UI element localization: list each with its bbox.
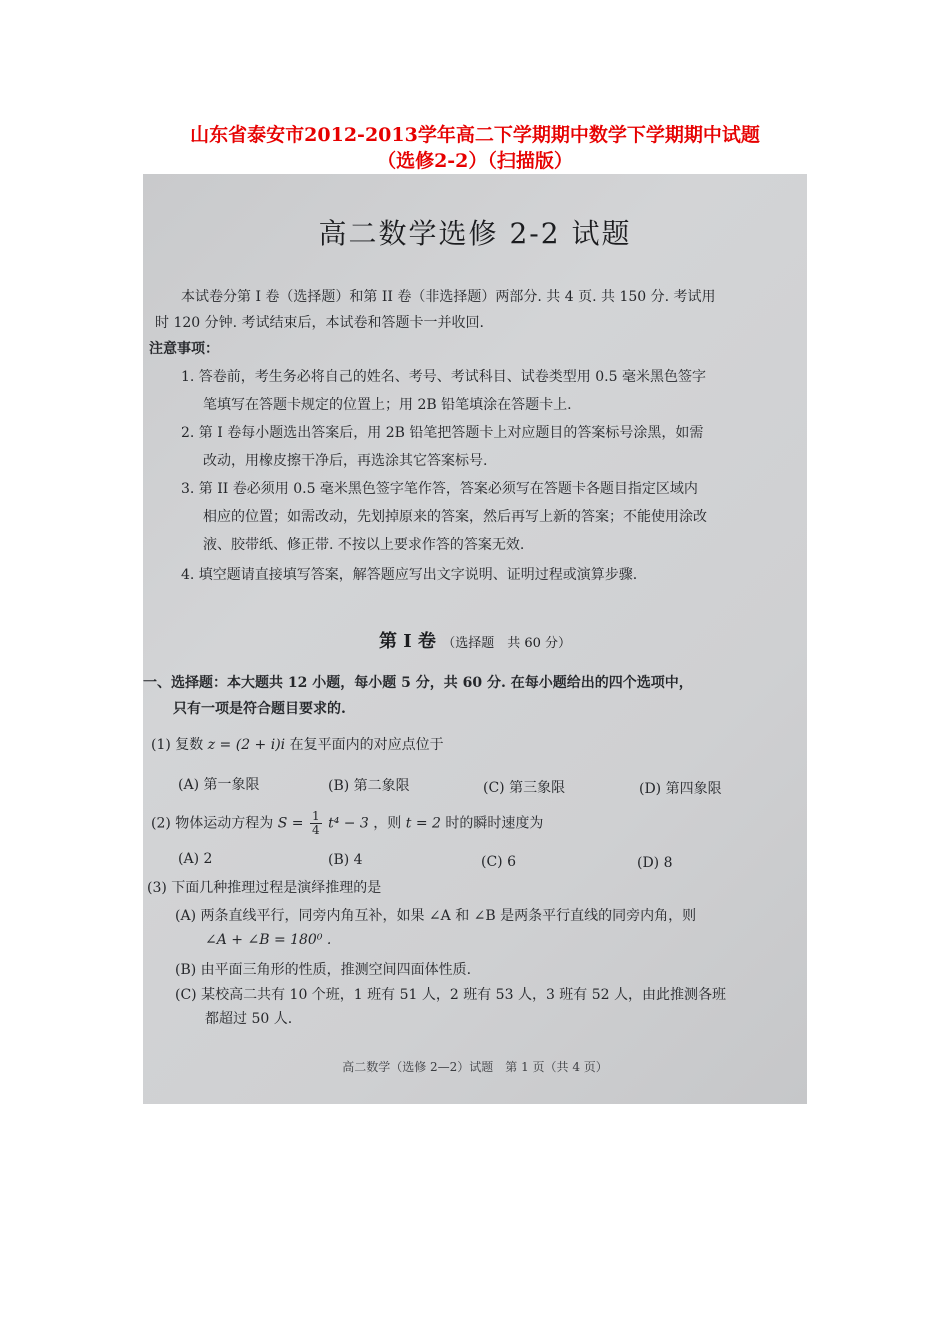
q2-option-a: (A) 2 [178, 851, 213, 867]
note-4: 4. 填空题请直接填写答案，解答题应写出文字说明、证明过程或演算步骤. [181, 567, 638, 583]
question-2-fraction [310, 810, 322, 837]
question-2-prefix: (2) 物体运动方程为 [151, 815, 274, 832]
part1-instruction-line-2: 只有一项是符合题目要求的. [173, 701, 346, 717]
question-1-prefix: (1) 复数 [151, 737, 204, 753]
intro-line-2: 时 120 分钟. 考试结束后，本试卷和答题卡一并收回. [155, 315, 484, 331]
note-3-line-1: 3. 第 II 卷必须用 0.5 毫米黑色签字笔作答，答案必须写在答题卡各题目指定区域内 [181, 481, 698, 497]
question-2-suffix: 时的瞬时速度为 [445, 815, 544, 832]
section-subtitle: （选择题 共 60 分） [442, 636, 572, 651]
note-3-line-2: 相应的位置；如需改动，先划掉原来的答案，然后再写上新的答案；不能使用涂改 [203, 509, 707, 525]
q1-option-b: (B) 第二象限 [328, 778, 410, 794]
q1-option-d: (D) 第四象限 [639, 781, 722, 797]
intro-line-1: 本试卷分第 I 卷（选择题）和第 II 卷（非选择题）两部分. 共 4 页. 共 150 分. 考试用 [181, 289, 716, 305]
question-1-formula: z = (2 + i)i [207, 737, 286, 753]
fraction-numerator: 1 [311, 809, 320, 823]
notes-heading: 注意事项： [149, 341, 219, 357]
note-2-line-1: 2. 第 I 卷每小题选出答案后，用 2B 铅笔把答题卡上对应题目的答案标号涂黑，如需 [181, 425, 704, 441]
q1-option-a: (A) 第一象限 [178, 777, 260, 793]
note-3-line-3: 液、胶带纸、修正带. 不按以上要求作答的答案无效. [203, 537, 525, 553]
section-heading [143, 627, 807, 653]
question-2-mid: ，则 [373, 815, 402, 832]
scanned-exam-page [143, 174, 807, 1104]
q3-option-a-line-1: (A) 两条直线平行，同旁内角互补，如果 ∠A 和 ∠B 是两条平行直线的同旁内角，则 [175, 908, 697, 924]
q3-option-c-line-1: (C) 某校高二共有 10 个班，1 班有 51 人，2 班有 53 人，3 班有 52 人，由此推测各班 [175, 987, 727, 1003]
q3-option-b: (B) 由平面三角形的性质，推测空间四面体性质. [175, 962, 472, 978]
question-2-expression: t⁴ − 3 [328, 815, 369, 832]
question-2 [151, 810, 543, 837]
q3-option-a-line-2: ∠A + ∠B = 180⁰ . [205, 932, 332, 948]
fraction-denominator: 4 [311, 823, 320, 837]
q2-option-c: (C) 6 [481, 854, 516, 870]
question-2-s: S = [277, 815, 304, 832]
note-1-line-2: 笔填写在答题卡规定的位置上；用 2B 铅笔填涂在答题卡上. [203, 397, 572, 413]
note-2-line-2: 改动，用橡皮擦干净后，再选涂其它答案标号. [203, 453, 488, 469]
section-title: 第 I 卷 [378, 631, 436, 652]
q2-option-b: (B) 4 [328, 852, 363, 868]
question-3: (3) 下面几种推理过程是演绎推理的是 [147, 880, 382, 896]
note-1-line-1: 1. 答卷前，考生务必将自己的姓名、考号、考试科目、试卷类型用 0.5 毫米黑色签字 [181, 369, 706, 385]
document-title-line2: （选修2-2）（扫描版） [377, 150, 573, 172]
question-1 [151, 734, 444, 754]
question-1-suffix: 在复平面内的对应点位于 [289, 737, 444, 753]
exam-page-footer: 高二数学（选修 2—2）试题 第 1 页（共 4 页） [342, 1060, 608, 1074]
q1-option-c: (C) 第三象限 [483, 780, 566, 796]
q2-option-d: (D) 8 [637, 855, 673, 871]
exam-title: 高二数学选修 2-2 试题 [318, 217, 632, 250]
document-title [0, 122, 950, 174]
q3-option-c-line-2: 都超过 50 人. [205, 1011, 293, 1027]
question-2-time: t = 2 [405, 815, 441, 832]
part1-instruction-line-1: 一、选择题：本大题共 12 小题，每小题 5 分，共 60 分. 在每小题给出的四个选项中， [143, 675, 693, 691]
document-title-line1: 山东省泰安市2012-2013学年高二下学期期中数学下学期期中试题 [190, 124, 760, 146]
